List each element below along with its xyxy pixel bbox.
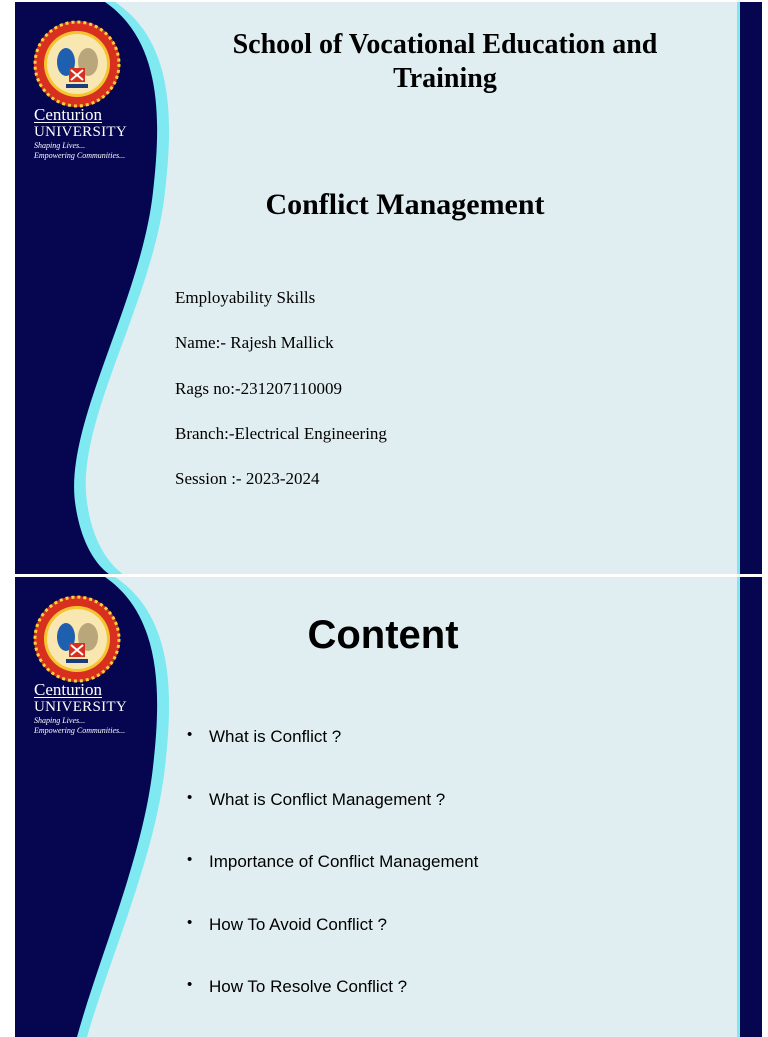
right-accent-bar: [740, 577, 762, 1037]
content-slide: [15, 577, 762, 1037]
list-item-label: How To Avoid Conflict ?: [209, 914, 387, 934]
content-list: [187, 727, 478, 1037]
bullet-icon: •: [187, 788, 193, 806]
list-item-label: What is Conflict Management ?: [209, 789, 446, 809]
bullet-icon: •: [187, 851, 193, 869]
student-details: [175, 288, 387, 514]
detail-branch: Branch:-Electrical Engineering: [175, 423, 387, 443]
detail-course: Employability Skills: [175, 288, 316, 307]
university-brand: [34, 681, 127, 736]
brand-name-line1: Centurion: [34, 680, 102, 699]
brand-tagline-1: Shaping Lives...: [34, 716, 86, 725]
brand-tagline-1: Shaping Lives...: [34, 141, 86, 150]
university-logo: [33, 595, 121, 683]
slide-title: School of Vocational Education and Training: [232, 29, 658, 94]
title-slide: [15, 2, 762, 574]
university-brand: [34, 106, 127, 161]
list-item-label: What is Conflict ?: [209, 727, 342, 746]
brand-name-line2: UNIVERSITY: [34, 124, 127, 140]
list-item: [187, 852, 478, 915]
detail-session: Session :- 2023-2024: [175, 469, 320, 489]
brand-tagline-2: Empowering Communities...: [34, 151, 126, 160]
brand-name-line1: Centurion: [34, 105, 102, 124]
list-item: [187, 915, 478, 978]
university-logo: [33, 20, 121, 108]
right-accent-bar: [740, 2, 762, 574]
detail-name: Name:- Rajesh Mallick: [175, 333, 334, 353]
bullet-icon: •: [187, 913, 193, 931]
bullet-icon: •: [187, 976, 193, 994]
list-item-label: How To Resolve Conflict ?: [209, 977, 408, 997]
list-item: [187, 727, 478, 790]
list-item: [187, 977, 478, 1037]
detail-reg-no: Rags no:-231207110009: [175, 378, 343, 398]
brand-name-line2: UNIVERSITY: [34, 699, 127, 715]
brand-tagline-2: Empowering Communities...: [34, 726, 126, 735]
list-item-label: Importance of Conflict Management: [209, 852, 479, 872]
content-title: Content: [307, 613, 459, 657]
list-item: [187, 790, 478, 853]
bullet-icon: •: [187, 726, 193, 743]
slide-subtitle: Conflict Management: [265, 188, 545, 221]
